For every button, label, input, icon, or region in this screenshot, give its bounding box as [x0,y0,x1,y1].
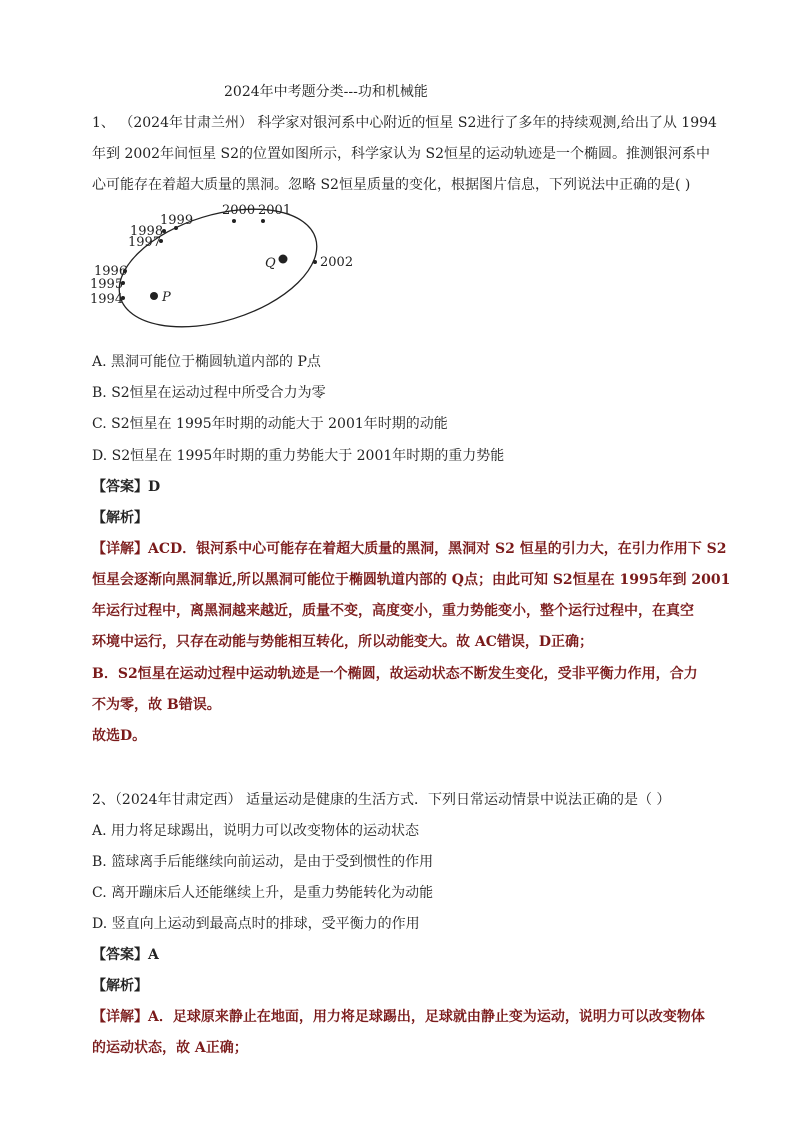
point-p-dot [150,292,158,300]
q1-detail-line: 故选D。 [92,728,147,744]
year-label: 1996 [94,264,128,279]
year-label: 2000 [222,203,256,218]
q1-stem-line: 心可能存在着超大质量的黑洞。忽略 S2恒星质量的变化，根据图片信息，下列说法中正确的是( ) [92,177,691,193]
orbit-point [232,219,236,223]
q2-option-c: C. 离开蹦床后人还能继续上升，是重力势能转化为动能 [92,885,434,901]
point-q-label: Q [265,256,276,271]
q2-option-d: D. 竖直向上运动到最高点时的排球，受平衡力的作用 [92,916,420,932]
orbit-point [261,219,265,223]
q1-option-a: A. 黑洞可能位于椭圆轨道内部的 P点 [92,354,321,370]
orbit-point [313,260,317,264]
q2-detail-line: 【详解】A．足球原来静止在地面，用力将足球踢出，足球就由静止变为运动，说明力可以改变物体 [92,1009,705,1025]
point-q-dot [279,255,288,264]
q1-detail-line: 不为零，故 B错误。 [92,697,221,713]
orbit-ellipse [105,196,331,346]
q1-detail-line: 恒星会逐渐向黑洞靠近,所以黑洞可能位于椭圆轨道内部的 Q点；由此可知 S2恒星在 1995年到 2001 [92,572,731,588]
year-label: 1994 [90,292,124,307]
q1-option-d: D. S2恒星在 1995年时期的重力势能大于 2001年时期的重力势能 [92,448,505,464]
q2-detail-line: 的运动状态，故 A正确； [92,1040,248,1056]
year-label: 2002 [320,255,354,270]
q1-stem-line: 1、 （2024年甘肃兰州） 科学家对银河系中心附近的恒星 S2进行了多年的持续观测,给出了从 1994 [92,115,717,131]
q2-option-b: B. 篮球离手后能继续向前运动，是由于受到惯性的作用 [92,854,434,870]
year-label: 2001 [258,203,292,218]
q1-stem-line: 年到 2002年间恒星 S2的位置如图所示，科学家认为 S2恒星的运动轨迹是一个椭圆。推测银河系中 [92,146,710,162]
year-label: 1998 [130,224,164,239]
point-p-label: P [162,290,171,305]
q1-detail-line: 【详解】ACD．银河系中心可能存在着超大质量的黑洞，黑洞对 S2 恒星的引力大，在引力作用下 S2 [92,541,727,557]
year-label: 1995 [90,277,124,292]
orbit-figure [88,196,358,346]
q2-answer: 【答案】A [92,947,159,963]
q2-stem: 2、（2024年甘肃定西） 适量运动是健康的生活方式．下列日常运动情景中说法正确的是（ ） [92,792,671,808]
q1-option-c: C. S2恒星在 1995年时期的动能大于 2001年时期的动能 [92,416,448,432]
q2-analysis-label: 【解析】 [92,978,148,994]
q1-analysis-label: 【解析】 [92,510,148,526]
q1-answer: 【答案】D [92,479,161,495]
q1-detail-line: B．S2恒星在运动过程中运动轨迹是一个椭圆，故运动状态不断发生变化，受非平衡力作用，合力 [92,666,698,682]
q1-detail-line: 年运行过程中，离黑洞越来越近，质量不变，高度变小，重力势能变小，整个运行过程中，在真空 [92,603,694,619]
q2-option-a: A. 用力将足球踢出，说明力可以改变物体的运动状态 [92,823,420,839]
q1-detail-line: 环境中运行，只存在动能与势能相互转化，所以动能变大。故 AC错误，D正确； [92,634,594,650]
year-label: 1997 [128,235,162,250]
doc-title: 2024年中考题分类---功和机械能 [224,84,428,100]
year-label: 1999 [160,213,194,228]
q1-option-b: B. S2恒星在运动过程中所受合力为零 [92,385,326,401]
